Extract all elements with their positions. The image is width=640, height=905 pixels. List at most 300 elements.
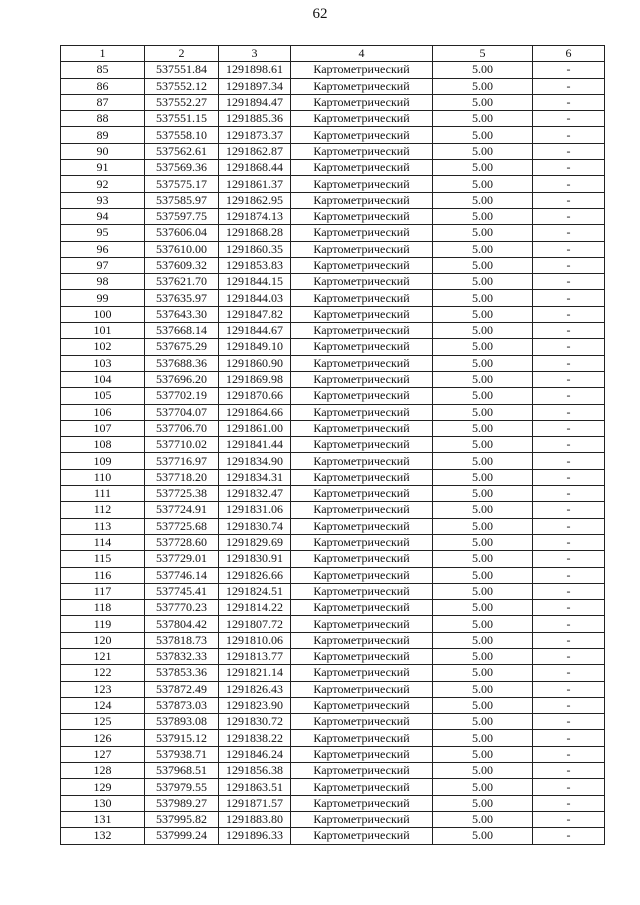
description-cell: - [533, 665, 605, 681]
description-cell: - [533, 225, 605, 241]
point-number-cell: 126 [61, 730, 145, 746]
x-coordinate-cell: 537995.82 [145, 811, 219, 827]
point-number-cell: 129 [61, 779, 145, 795]
point-number-cell: 128 [61, 763, 145, 779]
column-header-5: 5 [433, 46, 533, 62]
method-cell: Картометрический [291, 94, 433, 110]
point-number-cell: 101 [61, 323, 145, 339]
method-cell: Картометрический [291, 437, 433, 453]
column-header-1: 1 [61, 46, 145, 62]
y-coordinate-cell: 1291832.47 [219, 486, 291, 502]
method-cell: Картометрический [291, 111, 433, 127]
x-coordinate-cell: 537562.61 [145, 143, 219, 159]
description-cell: - [533, 306, 605, 322]
x-coordinate-cell: 537702.19 [145, 388, 219, 404]
point-number-cell: 121 [61, 648, 145, 664]
table-row [61, 795, 605, 811]
accuracy-cell: 5.00 [433, 62, 533, 78]
accuracy-cell: 5.00 [433, 746, 533, 762]
y-coordinate-cell: 1291830.74 [219, 518, 291, 534]
point-number-cell: 91 [61, 160, 145, 176]
x-coordinate-cell: 537724.91 [145, 502, 219, 518]
accuracy-cell: 5.00 [433, 811, 533, 827]
description-cell: - [533, 583, 605, 599]
y-coordinate-cell: 1291862.95 [219, 192, 291, 208]
y-coordinate-cell: 1291844.15 [219, 274, 291, 290]
y-coordinate-cell: 1291834.90 [219, 453, 291, 469]
point-number-cell: 92 [61, 176, 145, 192]
point-number-cell: 93 [61, 192, 145, 208]
y-coordinate-cell: 1291868.28 [219, 225, 291, 241]
table-row [61, 160, 605, 176]
table-row [61, 600, 605, 616]
method-cell: Картометрический [291, 648, 433, 664]
description-cell: - [533, 811, 605, 827]
method-cell: Картометрический [291, 811, 433, 827]
x-coordinate-cell: 537552.27 [145, 94, 219, 110]
accuracy-cell: 5.00 [433, 502, 533, 518]
y-coordinate-cell: 1291870.66 [219, 388, 291, 404]
x-coordinate-cell: 537725.68 [145, 518, 219, 534]
accuracy-cell: 5.00 [433, 616, 533, 632]
accuracy-cell: 5.00 [433, 306, 533, 322]
method-cell: Картометрический [291, 274, 433, 290]
method-cell: Картометрический [291, 828, 433, 844]
x-coordinate-cell: 537606.04 [145, 225, 219, 241]
description-cell: - [533, 78, 605, 94]
description-cell: - [533, 567, 605, 583]
table-row [61, 632, 605, 648]
column-header-6: 6 [533, 46, 605, 62]
method-cell: Картометрический [291, 469, 433, 485]
accuracy-cell: 5.00 [433, 176, 533, 192]
column-header-3: 3 [219, 46, 291, 62]
accuracy-cell: 5.00 [433, 453, 533, 469]
accuracy-cell: 5.00 [433, 730, 533, 746]
y-coordinate-cell: 1291883.80 [219, 811, 291, 827]
x-coordinate-cell: 537621.70 [145, 274, 219, 290]
table-row [61, 763, 605, 779]
y-coordinate-cell: 1291862.87 [219, 143, 291, 159]
table-row [61, 746, 605, 762]
method-cell: Картометрический [291, 746, 433, 762]
description-cell: - [533, 355, 605, 371]
table-row [61, 290, 605, 306]
x-coordinate-cell: 537745.41 [145, 583, 219, 599]
table-row [61, 779, 605, 795]
description-cell: - [533, 339, 605, 355]
x-coordinate-cell: 537728.60 [145, 534, 219, 550]
accuracy-cell: 5.00 [433, 551, 533, 567]
point-number-cell: 114 [61, 534, 145, 550]
accuracy-cell: 5.00 [433, 290, 533, 306]
description-cell: - [533, 388, 605, 404]
description-cell: - [533, 518, 605, 534]
accuracy-cell: 5.00 [433, 534, 533, 550]
description-cell: - [533, 648, 605, 664]
table-row [61, 420, 605, 436]
description-cell: - [533, 534, 605, 550]
accuracy-cell: 5.00 [433, 94, 533, 110]
point-number-cell: 130 [61, 795, 145, 811]
accuracy-cell: 5.00 [433, 160, 533, 176]
y-coordinate-cell: 1291861.37 [219, 176, 291, 192]
description-cell: - [533, 828, 605, 844]
x-coordinate-cell: 537597.75 [145, 208, 219, 224]
y-coordinate-cell: 1291864.66 [219, 404, 291, 420]
method-cell: Картометрический [291, 681, 433, 697]
method-cell: Картометрический [291, 192, 433, 208]
x-coordinate-cell: 537569.36 [145, 160, 219, 176]
accuracy-cell: 5.00 [433, 518, 533, 534]
point-number-cell: 90 [61, 143, 145, 159]
point-number-cell: 95 [61, 225, 145, 241]
table-row [61, 583, 605, 599]
y-coordinate-cell: 1291810.06 [219, 632, 291, 648]
method-cell: Картометрический [291, 730, 433, 746]
point-number-cell: 99 [61, 290, 145, 306]
y-coordinate-cell: 1291841.44 [219, 437, 291, 453]
y-coordinate-cell: 1291813.77 [219, 648, 291, 664]
description-cell: - [533, 290, 605, 306]
point-number-cell: 113 [61, 518, 145, 534]
method-cell: Картометрический [291, 388, 433, 404]
point-number-cell: 103 [61, 355, 145, 371]
description-cell: - [533, 681, 605, 697]
table-row [61, 486, 605, 502]
table-row [61, 127, 605, 143]
y-coordinate-cell: 1291831.06 [219, 502, 291, 518]
accuracy-cell: 5.00 [433, 404, 533, 420]
x-coordinate-cell: 537610.00 [145, 241, 219, 257]
y-coordinate-cell: 1291898.61 [219, 62, 291, 78]
method-cell: Картометрический [291, 420, 433, 436]
y-coordinate-cell: 1291869.98 [219, 371, 291, 387]
point-number-cell: 105 [61, 388, 145, 404]
x-coordinate-cell: 537770.23 [145, 600, 219, 616]
description-cell: - [533, 437, 605, 453]
method-cell: Картометрический [291, 600, 433, 616]
table-row [61, 78, 605, 94]
table-row [61, 111, 605, 127]
method-cell: Картометрический [291, 404, 433, 420]
method-cell: Картометрический [291, 143, 433, 159]
x-coordinate-cell: 537979.55 [145, 779, 219, 795]
accuracy-cell: 5.00 [433, 355, 533, 371]
point-number-cell: 120 [61, 632, 145, 648]
x-coordinate-cell: 537551.84 [145, 62, 219, 78]
method-cell: Картометрический [291, 697, 433, 713]
y-coordinate-cell: 1291861.00 [219, 420, 291, 436]
y-coordinate-cell: 1291814.22 [219, 600, 291, 616]
y-coordinate-cell: 1291897.34 [219, 78, 291, 94]
description-cell: - [533, 241, 605, 257]
x-coordinate-cell: 537716.97 [145, 453, 219, 469]
point-number-cell: 110 [61, 469, 145, 485]
method-cell: Картометрический [291, 62, 433, 78]
description-cell: - [533, 697, 605, 713]
table-row [61, 192, 605, 208]
accuracy-cell: 5.00 [433, 779, 533, 795]
description-cell: - [533, 714, 605, 730]
point-number-cell: 127 [61, 746, 145, 762]
table-row [61, 665, 605, 681]
point-number-cell: 102 [61, 339, 145, 355]
description-cell: - [533, 176, 605, 192]
method-cell: Картометрический [291, 127, 433, 143]
coordinates-table [60, 45, 605, 845]
accuracy-cell: 5.00 [433, 241, 533, 257]
description-cell: - [533, 420, 605, 436]
accuracy-cell: 5.00 [433, 469, 533, 485]
table-row [61, 567, 605, 583]
table-row [61, 94, 605, 110]
y-coordinate-cell: 1291868.44 [219, 160, 291, 176]
table-row [61, 371, 605, 387]
x-coordinate-cell: 537893.08 [145, 714, 219, 730]
point-number-cell: 131 [61, 811, 145, 827]
accuracy-cell: 5.00 [433, 567, 533, 583]
x-coordinate-cell: 537718.20 [145, 469, 219, 485]
x-coordinate-cell: 537552.12 [145, 78, 219, 94]
point-number-cell: 111 [61, 486, 145, 502]
point-number-cell: 132 [61, 828, 145, 844]
x-coordinate-cell: 537696.20 [145, 371, 219, 387]
point-number-cell: 119 [61, 616, 145, 632]
y-coordinate-cell: 1291826.43 [219, 681, 291, 697]
x-coordinate-cell: 537832.33 [145, 648, 219, 664]
method-cell: Картометрический [291, 208, 433, 224]
point-number-cell: 100 [61, 306, 145, 322]
column-header-2: 2 [145, 46, 219, 62]
table-row [61, 811, 605, 827]
point-number-cell: 97 [61, 257, 145, 273]
x-coordinate-cell: 537551.15 [145, 111, 219, 127]
x-coordinate-cell: 537609.32 [145, 257, 219, 273]
accuracy-cell: 5.00 [433, 665, 533, 681]
y-coordinate-cell: 1291824.51 [219, 583, 291, 599]
accuracy-cell: 5.00 [433, 420, 533, 436]
description-cell: - [533, 127, 605, 143]
y-coordinate-cell: 1291894.47 [219, 94, 291, 110]
description-cell: - [533, 111, 605, 127]
table-row [61, 355, 605, 371]
table-row [61, 714, 605, 730]
table-row [61, 306, 605, 322]
point-number-cell: 116 [61, 567, 145, 583]
description-cell: - [533, 551, 605, 567]
table-row [61, 453, 605, 469]
table-row [61, 339, 605, 355]
y-coordinate-cell: 1291885.36 [219, 111, 291, 127]
x-coordinate-cell: 537558.10 [145, 127, 219, 143]
method-cell: Картометрический [291, 567, 433, 583]
table-row [61, 225, 605, 241]
point-number-cell: 96 [61, 241, 145, 257]
accuracy-cell: 5.00 [433, 274, 533, 290]
method-cell: Картометрический [291, 257, 433, 273]
method-cell: Картометрический [291, 616, 433, 632]
description-cell: - [533, 274, 605, 290]
method-cell: Картометрический [291, 160, 433, 176]
y-coordinate-cell: 1291829.69 [219, 534, 291, 550]
description-cell: - [533, 763, 605, 779]
description-cell: - [533, 486, 605, 502]
y-coordinate-cell: 1291847.82 [219, 306, 291, 322]
point-number-cell: 108 [61, 437, 145, 453]
method-cell: Картометрический [291, 632, 433, 648]
accuracy-cell: 5.00 [433, 714, 533, 730]
x-coordinate-cell: 537938.71 [145, 746, 219, 762]
table-row [61, 241, 605, 257]
method-cell: Картометрический [291, 78, 433, 94]
y-coordinate-cell: 1291821.14 [219, 665, 291, 681]
table-row [61, 388, 605, 404]
point-number-cell: 87 [61, 94, 145, 110]
x-coordinate-cell: 537915.12 [145, 730, 219, 746]
y-coordinate-cell: 1291823.90 [219, 697, 291, 713]
method-cell: Картометрический [291, 355, 433, 371]
accuracy-cell: 5.00 [433, 323, 533, 339]
y-coordinate-cell: 1291863.51 [219, 779, 291, 795]
accuracy-cell: 5.00 [433, 388, 533, 404]
description-cell: - [533, 208, 605, 224]
method-cell: Картометрический [291, 763, 433, 779]
y-coordinate-cell: 1291896.33 [219, 828, 291, 844]
method-cell: Картометрический [291, 665, 433, 681]
point-number-cell: 115 [61, 551, 145, 567]
point-number-cell: 86 [61, 78, 145, 94]
table-row [61, 323, 605, 339]
y-coordinate-cell: 1291807.72 [219, 616, 291, 632]
point-number-cell: 109 [61, 453, 145, 469]
column-header-4: 4 [291, 46, 433, 62]
accuracy-cell: 5.00 [433, 208, 533, 224]
description-cell: - [533, 779, 605, 795]
y-coordinate-cell: 1291860.90 [219, 355, 291, 371]
method-cell: Картометрический [291, 339, 433, 355]
accuracy-cell: 5.00 [433, 437, 533, 453]
table-row [61, 502, 605, 518]
accuracy-cell: 5.00 [433, 143, 533, 159]
point-number-cell: 125 [61, 714, 145, 730]
table-row [61, 437, 605, 453]
y-coordinate-cell: 1291830.91 [219, 551, 291, 567]
table-row [61, 257, 605, 273]
accuracy-cell: 5.00 [433, 192, 533, 208]
method-cell: Картометрический [291, 714, 433, 730]
point-number-cell: 107 [61, 420, 145, 436]
x-coordinate-cell: 537853.36 [145, 665, 219, 681]
table-row [61, 143, 605, 159]
accuracy-cell: 5.00 [433, 697, 533, 713]
point-number-cell: 85 [61, 62, 145, 78]
point-number-cell: 94 [61, 208, 145, 224]
y-coordinate-cell: 1291830.72 [219, 714, 291, 730]
x-coordinate-cell: 537706.70 [145, 420, 219, 436]
y-coordinate-cell: 1291856.38 [219, 763, 291, 779]
y-coordinate-cell: 1291873.37 [219, 127, 291, 143]
x-coordinate-cell: 537968.51 [145, 763, 219, 779]
accuracy-cell: 5.00 [433, 648, 533, 664]
table-row [61, 681, 605, 697]
table-row [61, 551, 605, 567]
accuracy-cell: 5.00 [433, 632, 533, 648]
x-coordinate-cell: 537872.49 [145, 681, 219, 697]
method-cell: Картометрический [291, 795, 433, 811]
description-cell: - [533, 404, 605, 420]
accuracy-cell: 5.00 [433, 486, 533, 502]
method-cell: Картометрический [291, 241, 433, 257]
method-cell: Картометрический [291, 176, 433, 192]
point-number-cell: 117 [61, 583, 145, 599]
x-coordinate-cell: 537704.07 [145, 404, 219, 420]
y-coordinate-cell: 1291844.03 [219, 290, 291, 306]
description-cell: - [533, 502, 605, 518]
description-cell: - [533, 632, 605, 648]
accuracy-cell: 5.00 [433, 371, 533, 387]
accuracy-cell: 5.00 [433, 600, 533, 616]
description-cell: - [533, 257, 605, 273]
method-cell: Картометрический [291, 371, 433, 387]
point-number-cell: 98 [61, 274, 145, 290]
table-row [61, 616, 605, 632]
x-coordinate-cell: 537725.38 [145, 486, 219, 502]
table-row [61, 534, 605, 550]
point-number-cell: 106 [61, 404, 145, 420]
accuracy-cell: 5.00 [433, 763, 533, 779]
table-body [61, 62, 605, 844]
x-coordinate-cell: 537688.36 [145, 355, 219, 371]
table-row [61, 62, 605, 78]
method-cell: Картометрический [291, 502, 433, 518]
method-cell: Картометрический [291, 306, 433, 322]
point-number-cell: 112 [61, 502, 145, 518]
description-cell: - [533, 160, 605, 176]
method-cell: Картометрический [291, 225, 433, 241]
x-coordinate-cell: 537675.29 [145, 339, 219, 355]
table-row [61, 518, 605, 534]
table-row [61, 208, 605, 224]
accuracy-cell: 5.00 [433, 111, 533, 127]
x-coordinate-cell: 537729.01 [145, 551, 219, 567]
y-coordinate-cell: 1291838.22 [219, 730, 291, 746]
description-cell: - [533, 795, 605, 811]
x-coordinate-cell: 537643.30 [145, 306, 219, 322]
method-cell: Картометрический [291, 453, 433, 469]
accuracy-cell: 5.00 [433, 127, 533, 143]
y-coordinate-cell: 1291834.31 [219, 469, 291, 485]
x-coordinate-cell: 537804.42 [145, 616, 219, 632]
y-coordinate-cell: 1291853.83 [219, 257, 291, 273]
point-number-cell: 89 [61, 127, 145, 143]
description-cell: - [533, 453, 605, 469]
description-cell: - [533, 371, 605, 387]
description-cell: - [533, 62, 605, 78]
method-cell: Картометрический [291, 518, 433, 534]
y-coordinate-cell: 1291826.66 [219, 567, 291, 583]
x-coordinate-cell: 537585.97 [145, 192, 219, 208]
point-number-cell: 122 [61, 665, 145, 681]
table-header-row [61, 46, 605, 62]
point-number-cell: 88 [61, 111, 145, 127]
x-coordinate-cell: 537999.24 [145, 828, 219, 844]
y-coordinate-cell: 1291871.57 [219, 795, 291, 811]
table-row [61, 469, 605, 485]
description-cell: - [533, 616, 605, 632]
table-row [61, 176, 605, 192]
table-row [61, 404, 605, 420]
